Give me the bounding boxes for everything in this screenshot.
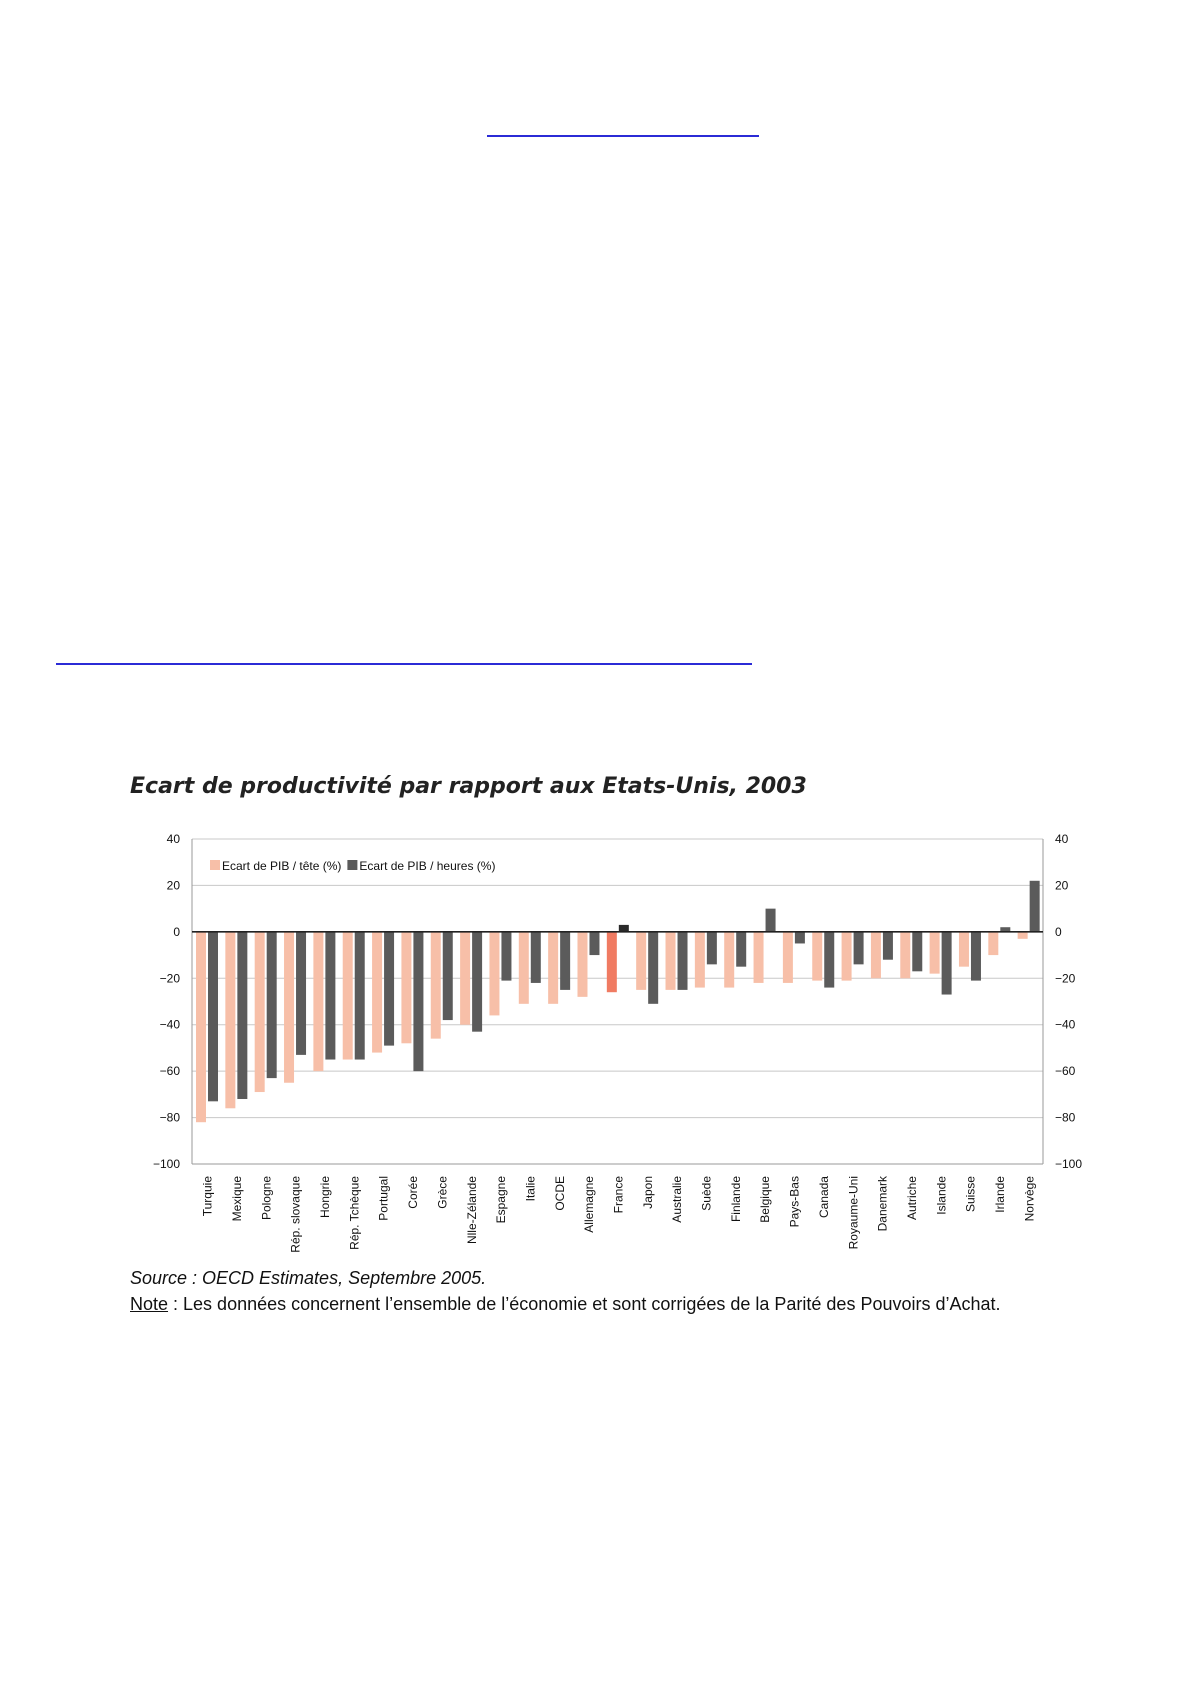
bar-pib-tete <box>988 932 998 955</box>
bar-pib-tete <box>636 932 646 990</box>
bar-pib-tete <box>196 932 206 1122</box>
bar-pib-heures <box>648 932 658 1004</box>
y-tick-label-left: 0 <box>173 924 180 939</box>
legend-swatch-pib-heures <box>347 860 357 870</box>
category-label: Nlle-Zélande <box>464 1176 479 1245</box>
category-label: Japon <box>640 1176 655 1209</box>
bar-pib-tete <box>900 932 910 978</box>
category-label: Autriche <box>904 1176 919 1221</box>
y-tick-label-right: −20 <box>1055 971 1076 986</box>
category-label: Finlande <box>728 1176 743 1223</box>
bar-pib-heures <box>795 932 805 944</box>
bar-pib-heures <box>678 932 688 990</box>
source-text: Source : OECD Estimates, Septembre 2005. <box>130 1268 487 1288</box>
bar-pib-tete <box>431 932 441 1039</box>
category-label: Allemagne <box>582 1176 597 1233</box>
category-label: Mexique <box>230 1176 245 1222</box>
y-tick-label-right: 0 <box>1055 924 1062 939</box>
bar-pib-tete <box>519 932 529 1004</box>
bar-pib-heures <box>560 932 570 990</box>
bar-pib-tete <box>812 932 822 981</box>
category-label: Italie <box>523 1176 538 1202</box>
note-body: : Les données concernent l’ensemble de l’économie et sont corrigées de la Parité des Pouvoirs d’Achat. <box>168 1294 1001 1314</box>
bar-pib-heures <box>589 932 599 955</box>
bar-pib-tete <box>783 932 793 983</box>
y-tick-label-right: −40 <box>1055 1017 1076 1032</box>
category-label: Australie <box>670 1176 685 1223</box>
category-label: France <box>611 1176 626 1214</box>
y-tick-label-right: 40 <box>1055 832 1069 846</box>
category-label: Irlande <box>992 1176 1007 1213</box>
y-tick-label-left: 40 <box>166 832 180 846</box>
bar-pib-heures <box>854 932 864 965</box>
note-text <box>130 1294 1001 1315</box>
bars <box>196 881 1040 1122</box>
y-tick-label-right: −60 <box>1055 1064 1076 1079</box>
category-label: Rép. slovaque <box>288 1176 303 1253</box>
bar-pib-tete <box>313 932 323 1071</box>
bar-pib-tete <box>959 932 969 967</box>
bar-pib-tete <box>754 932 764 983</box>
legend-swatch-pib-tete <box>210 860 220 870</box>
bar-pib-tete <box>666 932 676 990</box>
bar-pib-heures <box>384 932 394 1046</box>
category-label: Suède <box>699 1176 714 1211</box>
bar-pib-heures <box>325 932 335 1060</box>
bar-pib-heures <box>971 932 981 981</box>
category-label: Norvège <box>1022 1176 1037 1222</box>
y-tick-label-left: −60 <box>159 1064 180 1079</box>
category-label: Portugal <box>376 1176 391 1221</box>
bar-pib-tete <box>695 932 705 988</box>
category-label: Rép. Tchèque <box>347 1176 362 1250</box>
bar-pib-tete <box>724 932 734 988</box>
category-label: Corée <box>406 1176 421 1209</box>
bar-pib-heures <box>912 932 922 971</box>
bar-pib-tete <box>548 932 558 1004</box>
bar-pib-heures <box>883 932 893 960</box>
bar-pib-heures <box>824 932 834 988</box>
bar-pib-heures <box>1030 881 1040 932</box>
bar-pib-tete <box>871 932 881 978</box>
chart-title: Ecart de productivité par rapport aux Etats-Unis, 2003 <box>130 774 807 799</box>
y-tick-label-left: −40 <box>159 1017 180 1032</box>
legend-label-pib-heures: Ecart de PIB / heures (%) <box>359 859 496 873</box>
bar-pib-heures <box>443 932 453 1020</box>
bar-pib-tete <box>401 932 411 1043</box>
bar-pib-tete <box>460 932 470 1025</box>
legend <box>210 859 495 873</box>
category-label: Danemark <box>875 1176 890 1232</box>
category-label: OCDE <box>552 1176 567 1211</box>
bar-pib-heures <box>413 932 423 1071</box>
bar-pib-tete <box>225 932 235 1108</box>
category-label: Canada <box>816 1176 831 1219</box>
category-label: Royaume-Uni <box>846 1176 861 1250</box>
legend-label-pib-tete: Ecart de PIB / tête (%) <box>222 859 342 873</box>
bar-pib-heures <box>237 932 247 1099</box>
bar-pib-heures <box>267 932 277 1078</box>
bar-pib-tete <box>372 932 382 1053</box>
category-label: Hongrie <box>318 1176 333 1219</box>
category-label: Suisse <box>963 1176 978 1213</box>
category-label: Pays-Bas <box>787 1176 802 1228</box>
category-label: Grèce <box>435 1176 450 1209</box>
bar-pib-heures <box>766 909 776 932</box>
y-tick-label-left: −100 <box>152 1157 180 1171</box>
bar-pib-heures <box>355 932 365 1060</box>
bar-pib-heures <box>208 932 218 1101</box>
bar-pib-tete <box>842 932 852 981</box>
y-tick-label-right: −100 <box>1055 1157 1083 1171</box>
bar-pib-tete <box>930 932 940 974</box>
bar-pib-tete <box>1018 932 1028 939</box>
y-tick-label-right: −80 <box>1055 1110 1076 1125</box>
bar-pib-heures <box>296 932 306 1055</box>
note-label: Note <box>130 1294 169 1314</box>
bar-pib-heures <box>619 925 629 932</box>
category-label: Espagne <box>494 1176 509 1224</box>
category-label: Turquie <box>200 1176 215 1217</box>
y-tick-label-left: −20 <box>159 971 180 986</box>
bar-pib-heures <box>736 932 746 967</box>
category-label: Pologne <box>259 1176 274 1221</box>
category-label: Islande <box>934 1176 949 1215</box>
y-tick-label-right: 20 <box>1055 878 1069 893</box>
bar-pib-tete <box>284 932 294 1083</box>
bar-pib-tete <box>489 932 499 1016</box>
y-tick-label-left: −80 <box>159 1110 180 1125</box>
bar-pib-tete <box>607 932 617 992</box>
bar-pib-heures <box>472 932 482 1032</box>
bar-pib-heures <box>501 932 511 981</box>
bar-pib-tete <box>343 932 353 1060</box>
y-tick-label-left: 20 <box>166 878 180 893</box>
bar-pib-tete <box>577 932 587 997</box>
bar-pib-tete <box>255 932 265 1092</box>
bar-pib-heures <box>531 932 541 983</box>
category-label: Belgique <box>758 1176 773 1223</box>
bar-pib-heures <box>942 932 952 995</box>
bar-pib-heures <box>707 932 717 965</box>
